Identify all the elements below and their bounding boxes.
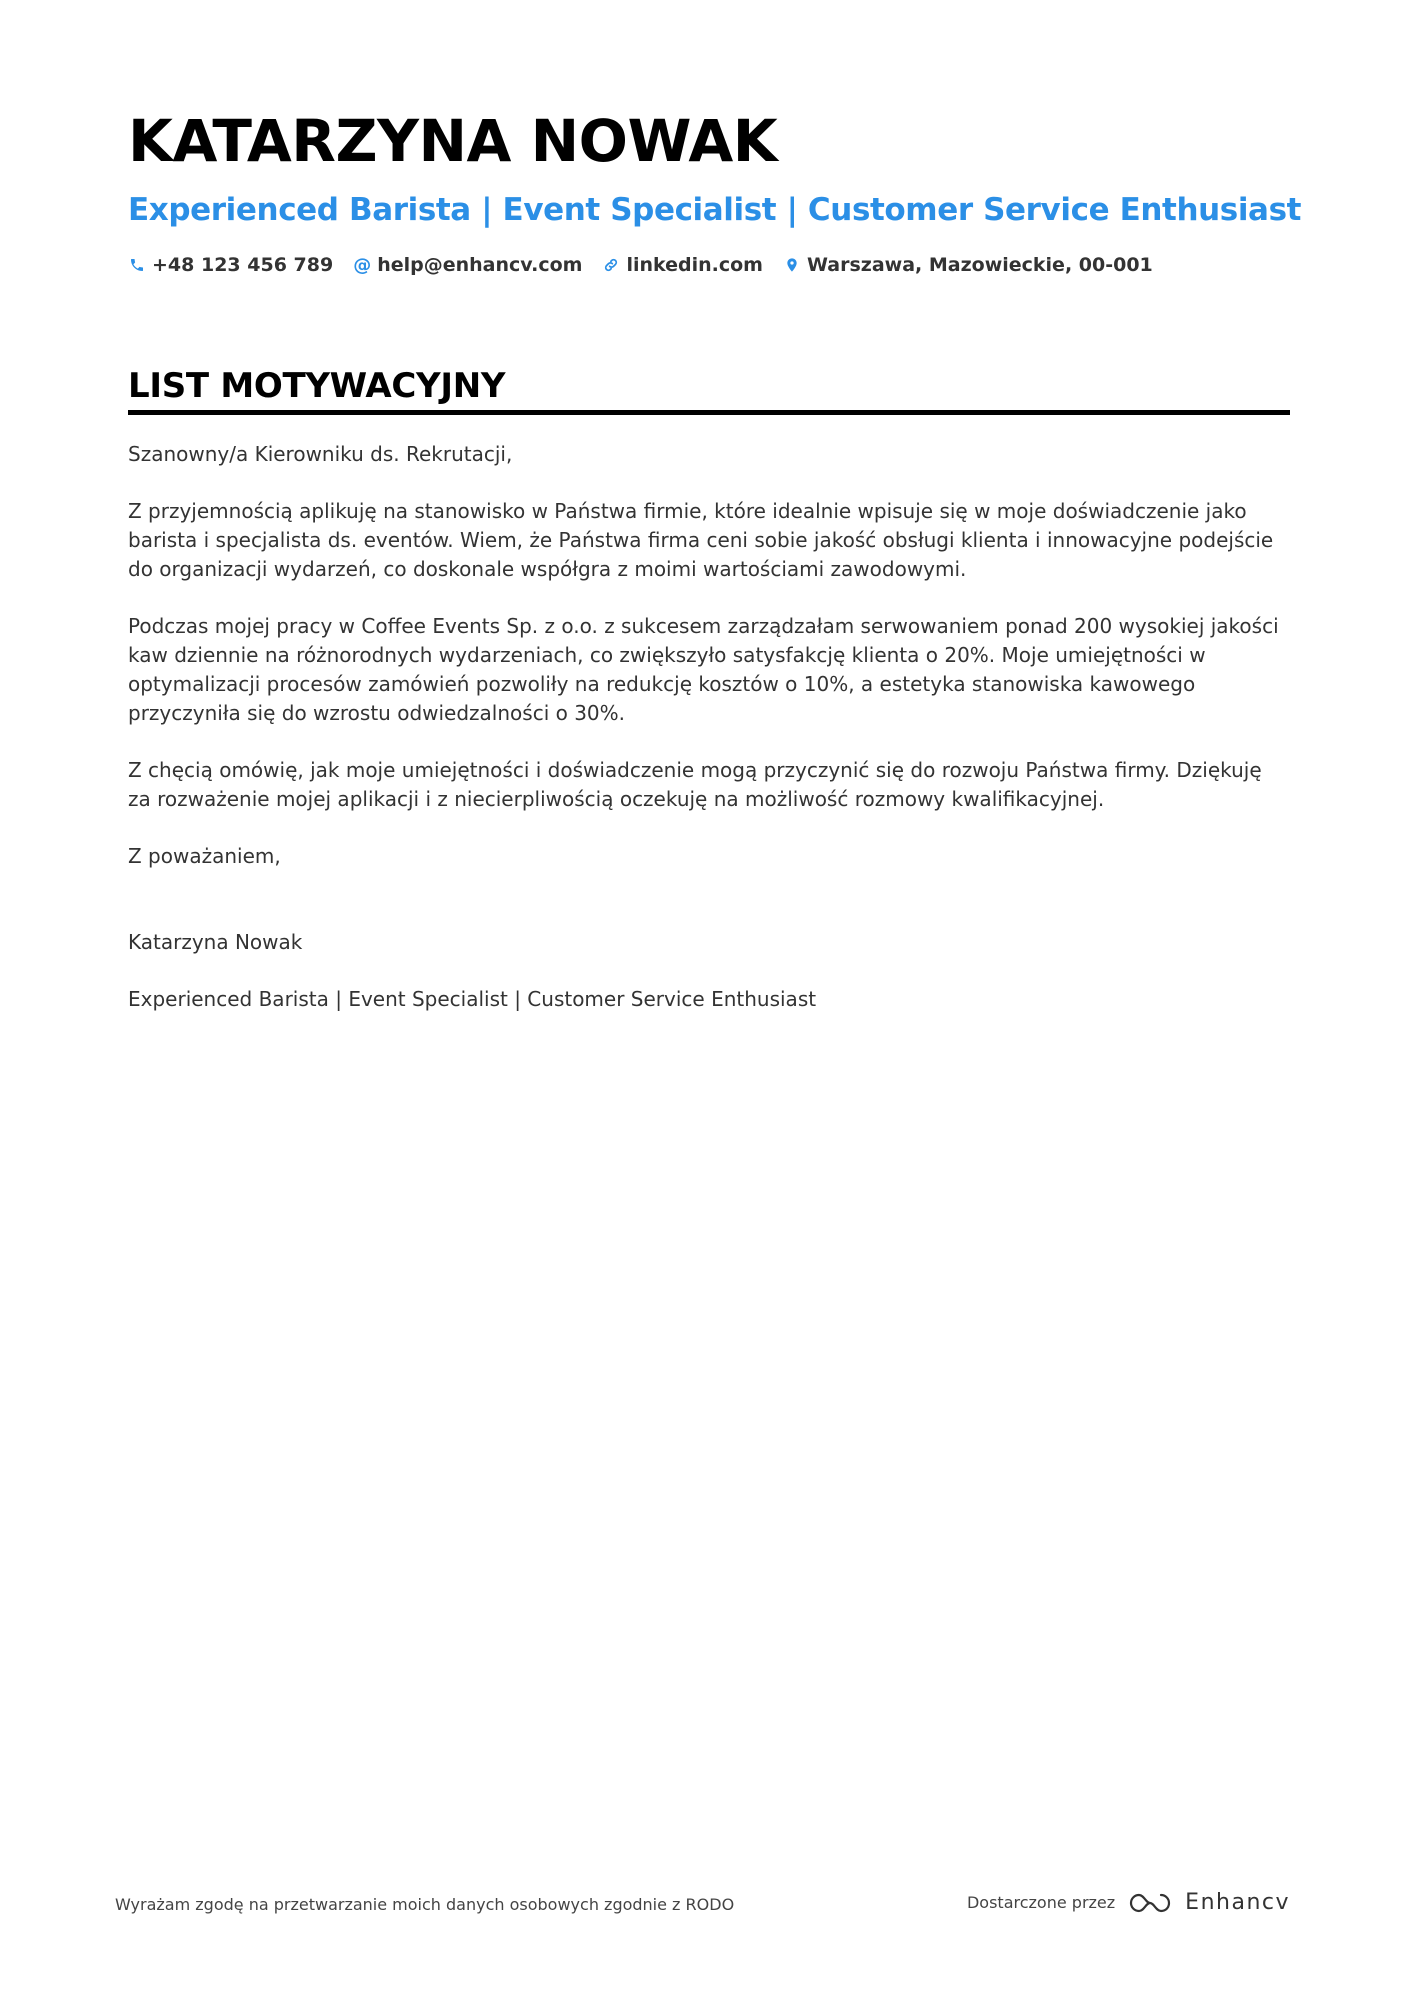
location-pin-icon [783,256,801,274]
section-divider [128,410,1290,415]
letter-paragraph: Z chęcią omówię, jak moje umiejętności i doświadczenie mogą przyczynić się do rozwoju Państwa firmy. Dziękuję za rozważenie mojej aplikacji i z niecierpliwością oczekuję na możliwość rozmowy kwalifikacyjnej. [128,758,1262,811]
contact-email[interactable] [353,254,582,276]
phone-icon [128,256,146,274]
candidate-headline: Experienced Barista | Event Specialist | Customer Service Enthusiast [128,192,1302,228]
letter-paragraph: Podczas mojej pracy w Coffee Events Sp. z o.o. z sukcesem zarządzałam serwowaniem ponad 200 wysokiej jakości kaw dziennie na różnorodnych wydarzeniach, co zwiększyło satysfakcję klienta o 20%. Moje umiejętności w optymalizacji procesów zamówień pozwoliły na redukcję kosztów o 10%, a estetyka stanowiska kawowego przyczyniła się do wzrostu odwiedzalności o 30%. [128,614,1279,725]
contact-row [128,254,1153,276]
linkedin-text[interactable]: linkedin.com [626,254,763,276]
contact-phone [128,254,333,276]
signature-title: Experienced Barista | Event Specialist | Customer Service Enthusiast [128,987,817,1011]
letter-closing: Z poważaniem, [128,844,281,868]
location-text: Warszawa, Mazowieckie, 00-001 [806,254,1153,276]
contact-location [783,254,1153,276]
enhancv-logo-icon [1127,1891,1173,1915]
section-title: LIST MOTYWACYJNY [128,366,506,406]
letter-greeting: Szanowny/a Kierowniku ds. Rekrutacji, [128,442,513,466]
letter-body [128,440,1290,1042]
contact-linkedin[interactable] [602,254,763,276]
signature-name: Katarzyna Nowak [128,930,303,954]
link-icon [602,256,620,274]
email-text[interactable]: help@enhancv.com [377,254,583,276]
provided-by-label: Dostarczone przez [966,1893,1116,1912]
letter-paragraph: Z przyjemnością aplikuję na stanowisko w Państwa firmie, które idealnie wpisuje się w moje doświadczenie jako barista i specjalista ds. eventów. Wiem, że Państwa firma ceni sobie jakość obsługi klienta i innowacyjne podejście do organizacji wydarzeń, co doskonale współgra z moimi wartościami zawodowymi. [128,499,1274,581]
phone-text: +48 123 456 789 [152,254,334,276]
at-icon: @ [353,254,372,276]
brand-name: Enhancv [1185,1890,1290,1915]
candidate-name: KATARZYNA NOWAK [128,107,778,175]
footer-brand[interactable] [967,1890,1290,1915]
gdpr-consent-text: Wyrażam zgodę na przetwarzanie moich danych osobowych zgodnie z RODO [115,1895,735,1914]
